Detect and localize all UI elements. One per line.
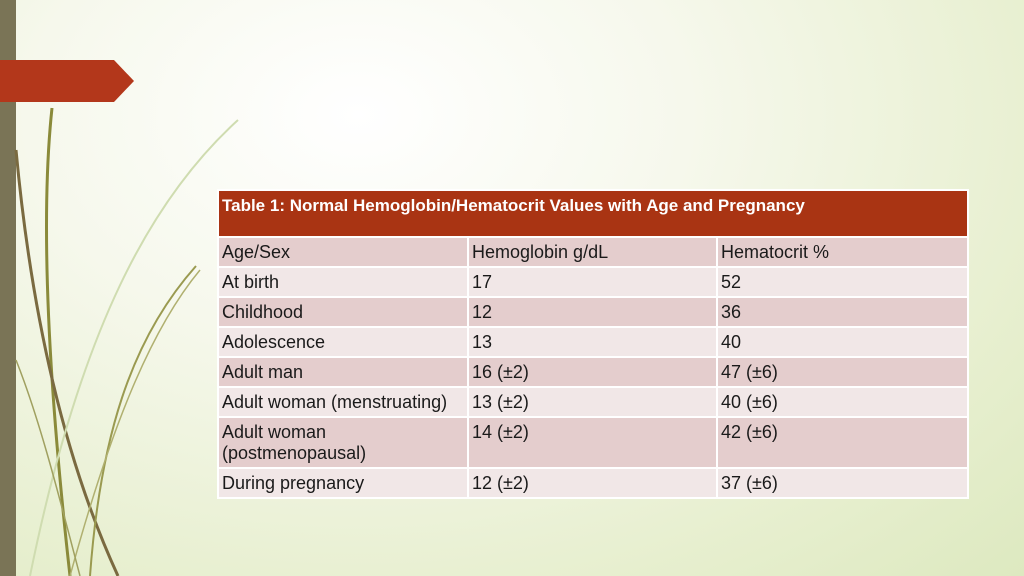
table-cell: At birth [218,267,468,297]
table-cell: 16 (±2) [468,357,717,387]
table-row [218,387,968,417]
table-cell: 42 (±6) [717,417,968,468]
table-cell: 36 [717,297,968,327]
table-row [218,327,968,357]
table-cell: 12 [468,297,717,327]
table-cell: 13 [468,327,717,357]
table-cell: 40 [717,327,968,357]
column-header: Hemoglobin g/dL [468,237,717,267]
table-cell: 12 (±2) [468,468,717,498]
table-cell: 14 (±2) [468,417,717,468]
table-header-row [218,237,968,267]
column-header: Age/Sex [218,237,468,267]
table-row [218,468,968,498]
table-cell: 17 [468,267,717,297]
table-cell: Adult woman (menstruating) [218,387,468,417]
table-row [218,357,968,387]
table-cell: 52 [717,267,968,297]
table-cell: 40 (±6) [717,387,968,417]
table-cell: 37 (±6) [717,468,968,498]
table-cell: Adolescence [218,327,468,357]
table-title: Table 1: Normal Hemoglobin/Hematocrit Values with Age and Pregnancy [218,190,968,237]
table-cell: 13 (±2) [468,387,717,417]
table-cell: During pregnancy [218,468,468,498]
table-cell: Childhood [218,297,468,327]
hemoglobin-table [217,189,969,499]
table-cell: Adult man [218,357,468,387]
table-cell: Adult woman (postmenopausal) [218,417,468,468]
table-row [218,297,968,327]
column-header: Hematocrit % [717,237,968,267]
table-row [218,417,968,468]
table-cell: 47 (±6) [717,357,968,387]
table-row [218,267,968,297]
